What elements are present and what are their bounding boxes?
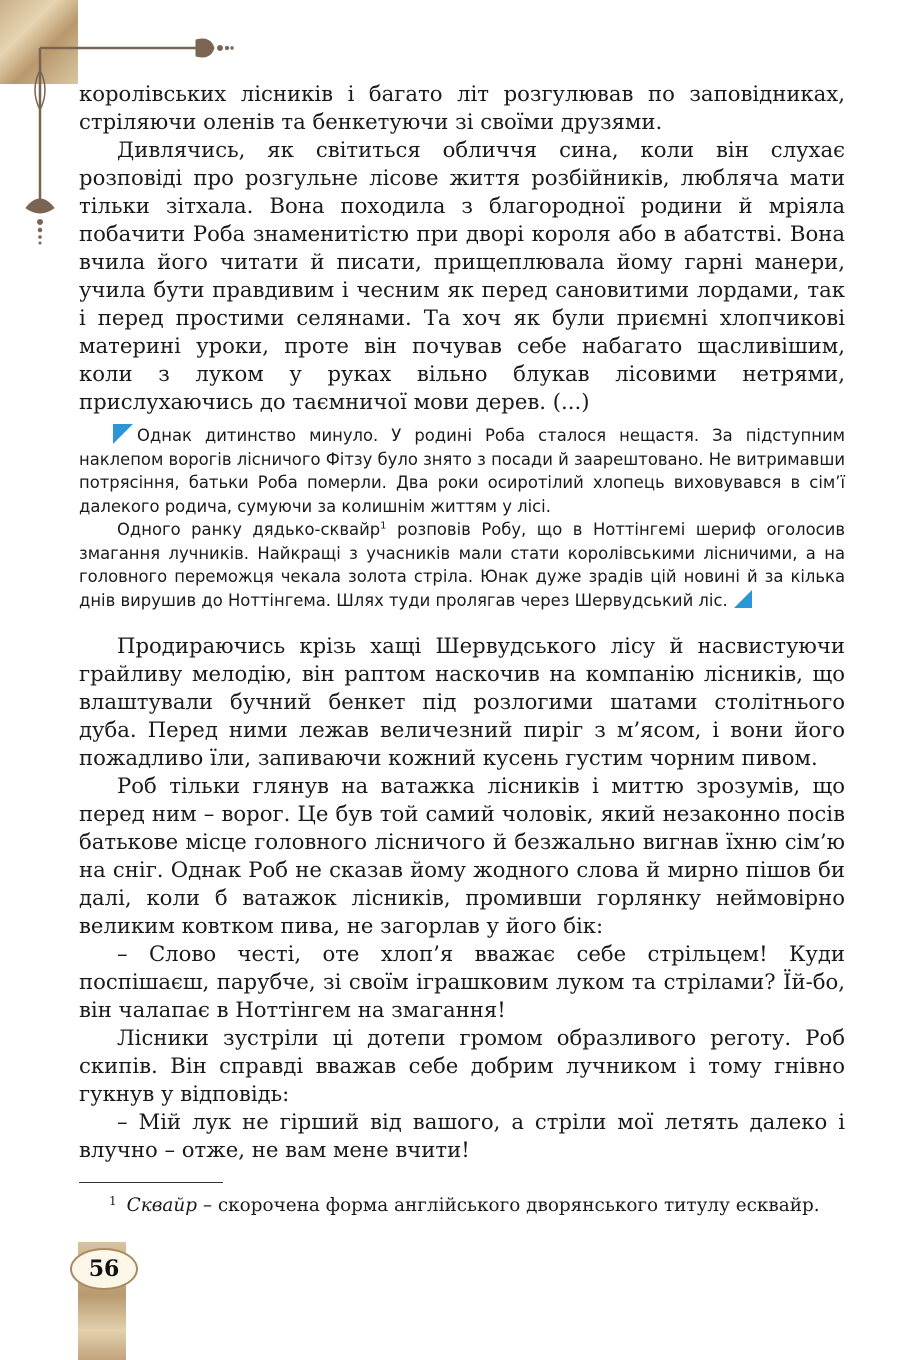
page-number: 56 [70,1248,138,1290]
main-text-block-2 [79,632,845,1164]
insert-text: розповів Робу, що в Ноттінгемі шериф оголосив змагання лучників. Найкращі з учасників мали стати королівськими лісничими, а на головного переможця чекала золота стріла. Юнак дуже зрадів цій новині й за кілька днів вирушив до Ноттінгема. Шлях туди пролягав через Шервудський ліс. [79,520,845,610]
insert-text: Одного ранку дядько-сквайр [117,520,381,539]
paragraph: королівських лісників і багато літ розгулював по заповідниках, стріляючи оленів та бенкетуючи зі своїми друзями. [79,81,845,134]
paragraph: Продираючись крізь хащі Шервудського лісу й насвистуючи грайливу мелодію, він раптом наскочив на компанію лісників, що влаштували бучний бенкет під розлогими шатами столітнього дуба. Перед ними лежав величезний пиріг з м’ясом, і вони його пожадливо їли, запиваючи кожний кусень густим чорним пивом. [79,633,845,770]
insert-text: Однак дитинство минуло. У родині Роба сталося нещастя. За підступним наклепом ворогів лісничого Фітзу було знято з посади й заарештовано. Не витримавши потрясіння, батьки Роба померли. Два роки осиротілий хлопець виховувався в сім’ї далекого родича, сумуючи за колишнім життям у лісі. [79,426,845,516]
footnote-term: Сквайр [126,1195,197,1216]
dialogue-paragraph: – Мій лук не гірший від вашого, а стріли мої летять далеко і влучно – отже, не вам мене вчити! [79,1109,845,1162]
paragraph: Лісники зустріли ці дотепи громом образливого реготу. Роб скипів. Він справді вважав себе добрим лучником і тому гнівно гукнув у відповідь: [79,1025,845,1106]
dialogue-paragraph: – Слово честі, оте хлоп’я вважає себе стрільцем! Куди поспішаєш, парубче, зі своїм іграшковим луком та стрілами? Їй-бо, він чалапає в Ноттінгем на змагання! [79,941,845,1022]
insert-paragraph [79,518,845,612]
paragraph: Дивлячись, як світиться обличчя сина, коли він слухає розповіді про розгульне лісове життя розбійників, любляча мати тільки зітхала. Вона походила з благородної родини й мріяла побачити Роба знаменитістю при дворі короля або в абатстві. Вона вчила його читати й писати, прищеплювала йому гарні манери, учила бути правдивим і чесним як перед сановитими лордами, так і перед простими селянами. Та хоч як були приємні хлопчикові материні уроки, проте він почував себе набагато щасливішим, коли з луком у руках вільно блукав лісовими нетрями, прислухаючись до таємничої мови дерев. (...) [79,137,845,414]
footnote-reference[interactable]: 1 [380,520,387,532]
footnote [79,1188,845,1219]
insert-start-marker-icon [113,424,133,444]
footnote-text: – скорочена форма англійського дворянського титулу есквайр. [196,1195,820,1216]
insert-end-marker-icon [734,590,752,608]
summary-insert [79,424,845,612]
footnote-marker: 1 [109,1194,117,1208]
footnote-divider [79,1182,223,1183]
insert-paragraph [79,424,845,518]
main-text-block [79,80,845,416]
paragraph: Роб тільки глянув на ватажка лісників і миттю зрозумів, що перед ним – ворог. Це був той самий чоловік, який незаконно посів батькове місце головного лісничого й безжально вигнав їхню сім’ю на сніг. Однак Роб не сказав йому жодного слова й мирно пішов би далі, коли б ватажок лісників, промивши горлянку неймовірно великим ковтком пива, не загорлав у його бік: [79,773,845,938]
